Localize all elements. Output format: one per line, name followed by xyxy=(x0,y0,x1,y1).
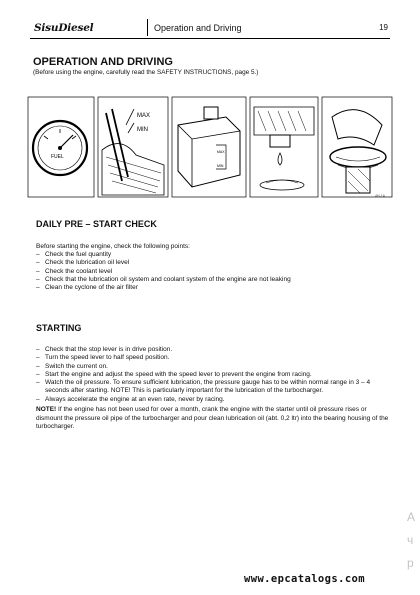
list-item: – Check the fuel quantity xyxy=(36,251,112,258)
coolant-tank-illustration xyxy=(172,97,246,197)
svg-text:MAX: MAX xyxy=(217,150,225,154)
daily-check-heading: DAILY PRE – START CHECK xyxy=(36,219,157,229)
list-item: – Switch the current on. xyxy=(36,362,108,370)
page-subtitle: (Before using the engine, carefully read the SAFETY INSTRUCTIONS, page 5.) xyxy=(33,69,259,76)
fuel-gauge-illustration xyxy=(28,97,94,197)
edge-glyphs xyxy=(407,506,415,575)
daily-check-list xyxy=(36,251,386,292)
figure-code: 4H-1A xyxy=(375,194,385,198)
daily-check-intro: Before starting the engine, check the following points: xyxy=(36,243,190,250)
turbocharger-note xyxy=(36,406,392,432)
note-label: NOTE! xyxy=(36,406,57,413)
leak-check-illustration xyxy=(250,97,318,197)
starting-list xyxy=(36,346,386,404)
list-item: – Turn the speed lever to half speed position. xyxy=(36,354,170,362)
page-header xyxy=(30,21,390,39)
svg-text:MAX: MAX xyxy=(137,113,151,119)
page-title: OPERATION AND DRIVING xyxy=(33,56,173,68)
list-item: – Watch the oil pressure. To ensure sufficient lubrication, the pressure gauge has to be within normal range in 3 – 4 seconds after starting. NOTE! This is particularly important for the lubrication of the turbocharger. xyxy=(36,379,371,395)
list-item: – Check the lubrication oil level xyxy=(36,259,130,267)
watermark-text: www.epcatalogs.com xyxy=(244,573,365,585)
svg-text:FUEL: FUEL xyxy=(51,154,64,160)
list-item: – Start the engine and adjust the speed with the speed lever to prevent the engine from racing. xyxy=(36,370,312,378)
note-text: If the engine has not been used for over a month, crank the engine with the starter until oil pressure rises or dismount the pressure oil pipe of the turbocharger and pour clean lubrication oil (abt. 0,2 ltr) into the bearing housing of the turbocharger. xyxy=(36,406,389,430)
header-rule xyxy=(30,38,390,39)
list-item: – Check that the lubrication oil system and coolant system of the engine are not leaking xyxy=(36,275,291,283)
edge-glyph: p xyxy=(407,556,414,570)
air-filter-illustration xyxy=(322,97,392,197)
dipstick-illustration xyxy=(98,97,168,197)
svg-text:MIN: MIN xyxy=(137,127,148,133)
brand-logo: SisuDiesel xyxy=(34,22,94,34)
illustration-svg xyxy=(26,95,396,205)
page-number: 19 xyxy=(379,23,388,32)
list-item: – Check that the stop lever is in drive position. xyxy=(36,346,173,353)
list-item: – Always accelerate the engine at an even rate, never by racing. xyxy=(36,395,225,403)
list-item: – Check the coolant level xyxy=(36,267,113,275)
edge-glyph: A xyxy=(407,510,416,524)
starting-heading: STARTING xyxy=(36,323,82,333)
header-divider xyxy=(147,19,148,36)
svg-text:MIN: MIN xyxy=(217,164,224,168)
section-title: Operation and Driving xyxy=(154,23,242,33)
check-illustrations xyxy=(26,95,396,205)
list-item: – Clean the cyclone of the air filter xyxy=(36,284,138,292)
edge-glyph: ч xyxy=(407,533,414,547)
